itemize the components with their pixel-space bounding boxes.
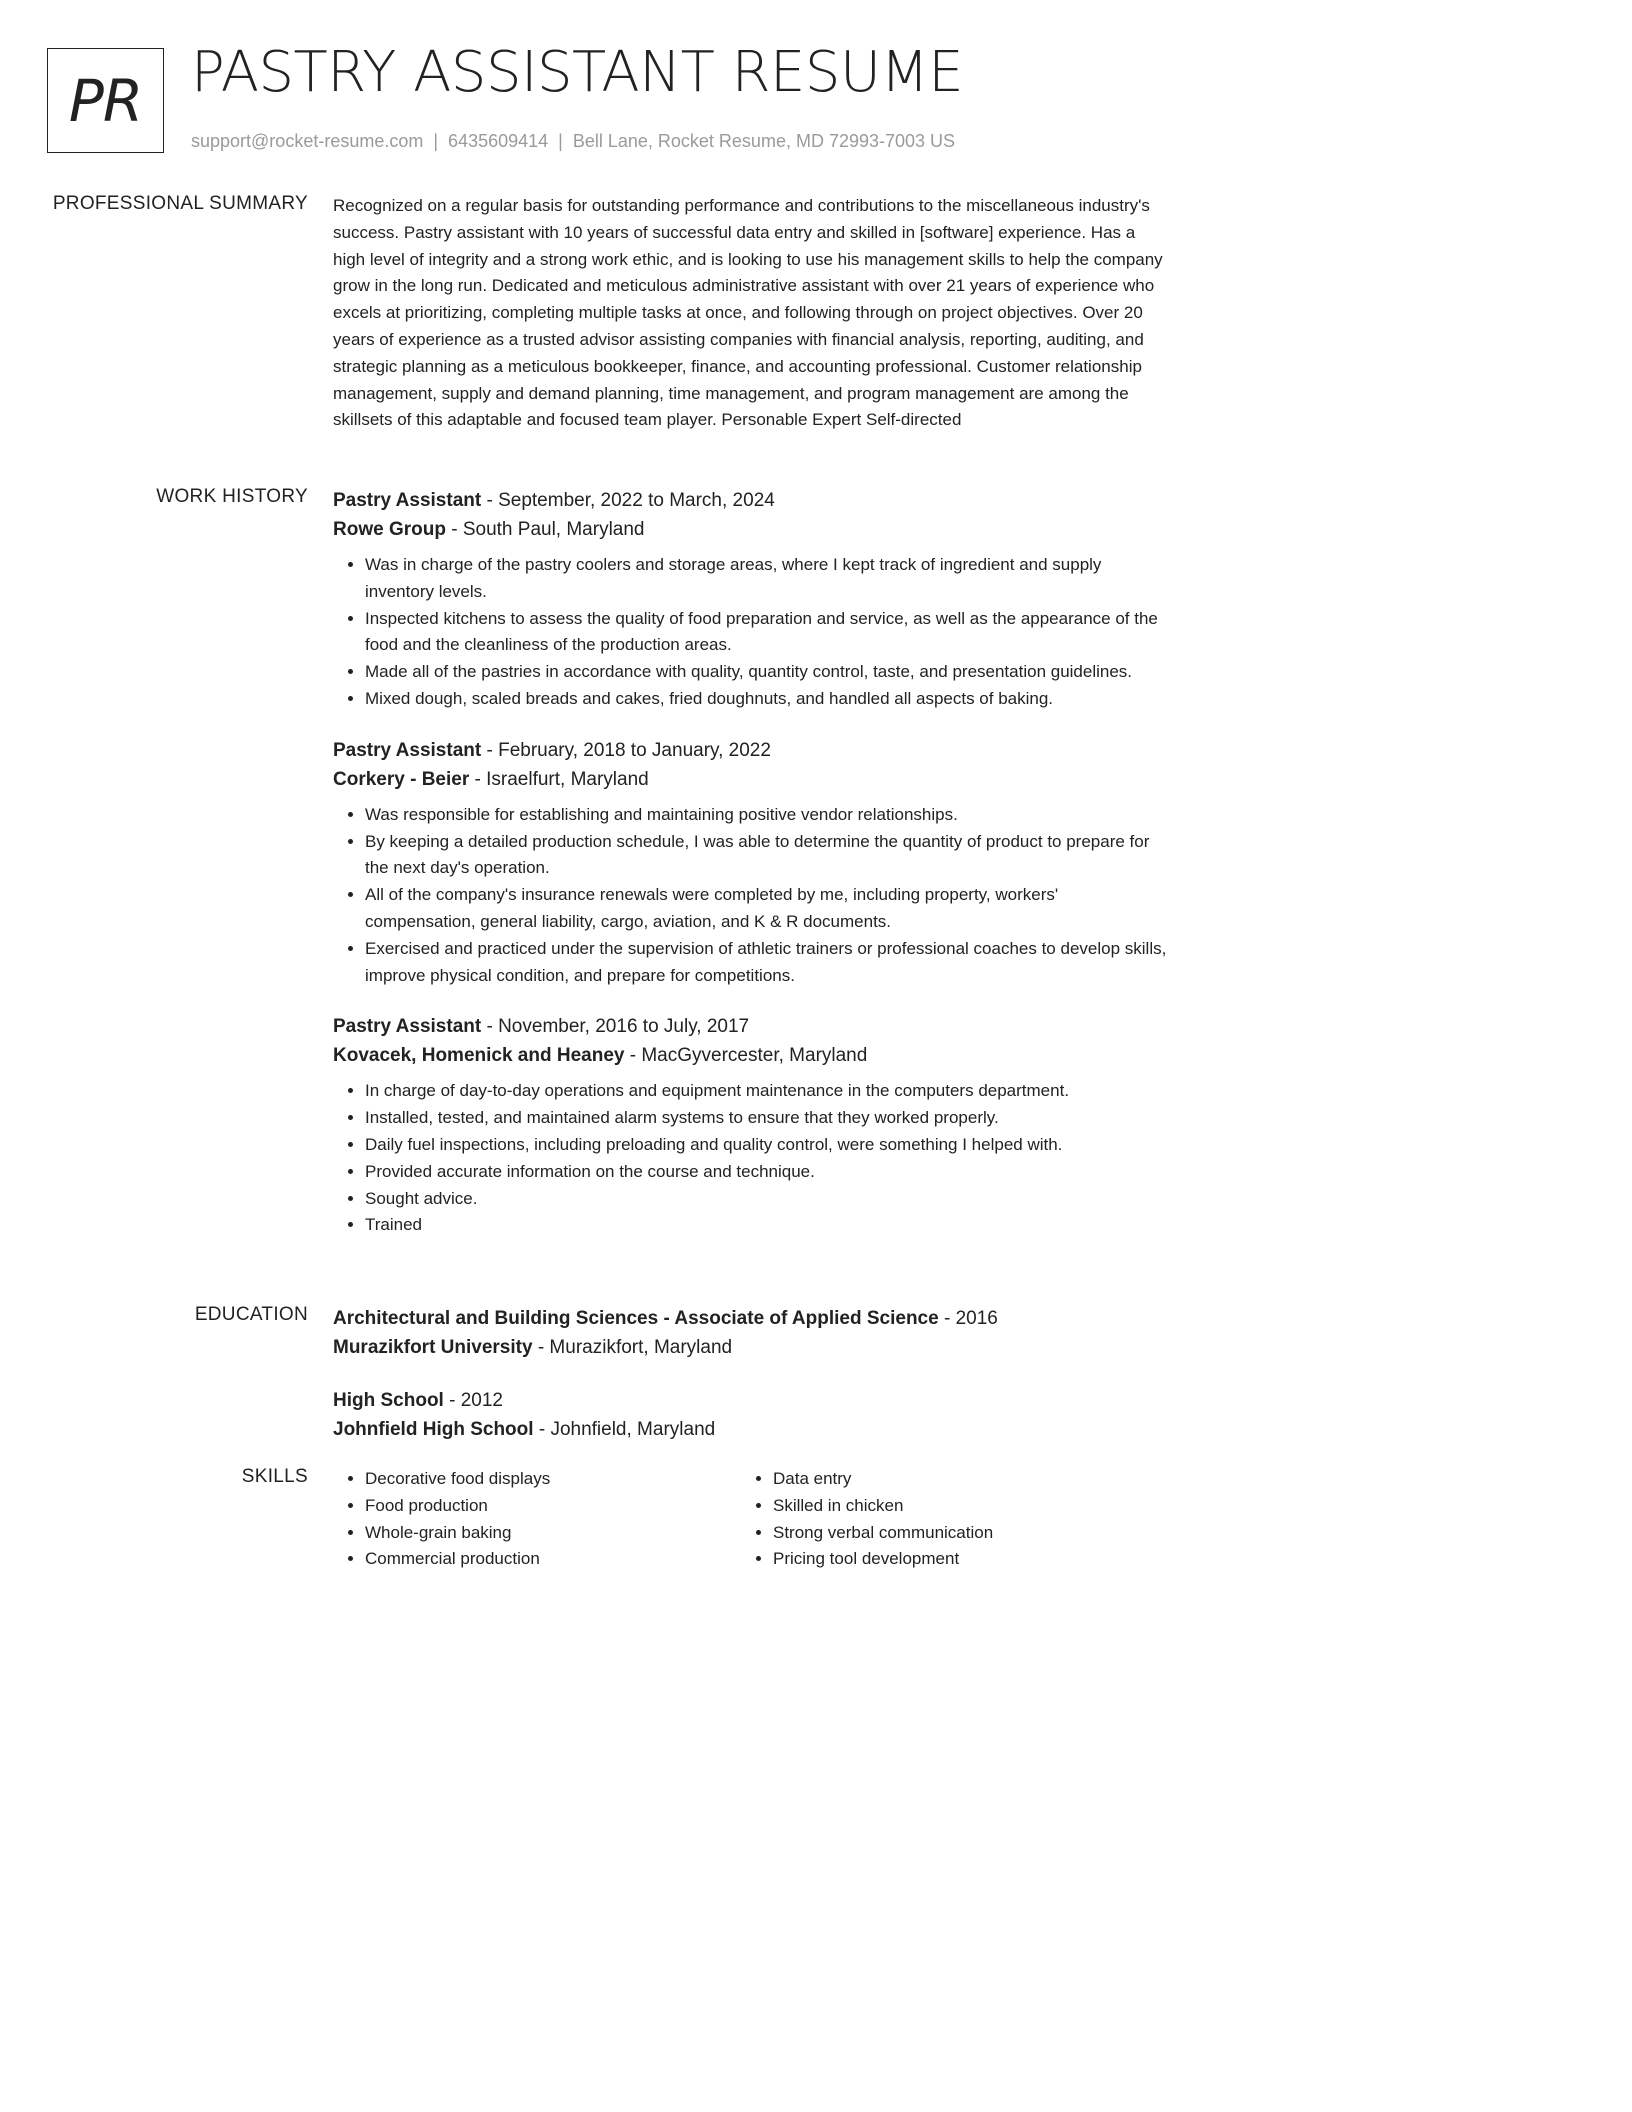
job-company: Kovacek, Homenick and Heaney: [333, 1045, 625, 1067]
list-item: • Provided accurate information on the course and technique.: [365, 1159, 1169, 1186]
list-item: • Installed, tested, and maintained alarm systems to ensure that they worked properly.: [365, 1105, 1169, 1132]
degree-line: [333, 1386, 1169, 1415]
contact-separator: |: [558, 131, 563, 151]
list-item: • All of the company's insurance renewals were completed by me, including property, workers' compensation, general liability, cargo, aviation, and K & R documents.: [365, 882, 1169, 936]
degree: Architectural and Building Sciences - Associate of Applied Science: [333, 1308, 939, 1329]
list-item: • Was responsible for establishing and maintaining positive vendor relationships.: [365, 802, 1169, 829]
section-label: EDUCATION: [194, 1304, 308, 1325]
job-location: - MacGyvercester, Maryland: [624, 1045, 868, 1067]
degree-year: - 2012: [443, 1390, 503, 1411]
job-title: Pastry Assistant: [333, 490, 482, 511]
job-dates: - September, 2022 to March, 2024: [481, 490, 775, 511]
job-title-line: [333, 486, 1169, 515]
list-item: • Daily fuel inspections, including preloading and quality control, were something I helped with.: [365, 1132, 1169, 1159]
list-item: • Exercised and practiced under the supervision of athletic trainers or professional coaches to develop skills, improve physical condition, and prepare for competitions.: [365, 936, 1169, 990]
job-location: - Israelfurt, Maryland: [469, 768, 649, 790]
list-item: • Trained: [365, 1212, 1169, 1239]
job-bullets: [333, 1078, 1169, 1239]
list-item: • Inspected kitchens to assess the quality of food preparation and service, as well as the appearance of the food and the cleanliness of the production areas.: [365, 606, 1169, 660]
education-entry: [333, 1386, 1169, 1444]
school: Johnfield High School: [333, 1419, 534, 1440]
contact-separator: |: [433, 131, 439, 151]
list-item: • Sought advice.: [365, 1186, 1169, 1213]
list-item: • Food production: [365, 1493, 741, 1520]
job-dates: - February, 2018 to January, 2022: [481, 739, 771, 761]
list-item: • Was in charge of the pastry coolers and storage areas, where I kept track of ingredient and supply inventory levels.: [365, 552, 1169, 606]
initials-monogram: [47, 48, 164, 153]
job-entry: [333, 486, 1169, 713]
job-company: Corkery - Beier: [333, 768, 470, 790]
list-item: • Whole-grain baking: [365, 1520, 741, 1547]
summary-text: Recognized on a regular basis for outstanding performance and contributions to the miscellaneous industry's success. Pastry assistant with 10 years of successful data entry and skilled in [software] experience. Has a high level of integrity and a strong work ethic, and is looking to use his management skills to help the company grow in the long run. Dedicated and meticulous administrative assistant with over 21 years of experience who excels at prioritizing, completing multiple tasks at once, and following through on project objectives. Over 20 years of experience as a trusted advisor assisting companies with financial analysis, reporting, auditing, and strategic planning as a meticulous bookkeeper, finance, and accounting professional. Customer relationship management, supply and demand planning, time management, and program management are among the skillsets of this adaptable and focused team player. Personable Expert Self-directed: [333, 196, 1163, 430]
job-bullets: [333, 802, 1169, 990]
job-company-line: [333, 1041, 1169, 1070]
contact-phone: 6435609414: [448, 131, 549, 151]
list-item: • By keeping a detailed production schedule, I was able to determine the quantity of product to prepare for the next day's operation.: [365, 829, 1169, 883]
list-item: • Made all of the pastries in accordance with quality, quantity control, taste, and presentation guidelines.: [365, 659, 1169, 686]
contact-email: support@rocket-resume.com: [191, 131, 424, 151]
job-title-line: [333, 736, 1169, 765]
list-item: • Commercial production: [365, 1546, 741, 1573]
skills-list-left: [333, 1466, 741, 1573]
list-item: • Skilled in chicken: [773, 1493, 1149, 1520]
job-title: Pastry Assistant: [333, 739, 482, 761]
school-location: - Murazikfort, Maryland: [532, 1337, 733, 1358]
job-company-line: [333, 515, 1169, 544]
section-label: WORK HISTORY: [156, 486, 308, 507]
contact-address: Bell Lane, Rocket Resume, MD 72993-7003 US: [572, 131, 956, 151]
job-bullets: [333, 552, 1169, 713]
degree-year: - 2016: [938, 1308, 998, 1329]
job-entry: [333, 736, 1169, 990]
list-item: • Mixed dough, scaled breads and cakes, fried doughnuts, and handled all aspects of baking.: [365, 686, 1169, 713]
list-item: • Data entry: [773, 1466, 1149, 1493]
job-title: Pastry Assistant: [333, 1016, 482, 1038]
degree-line: [333, 1304, 1169, 1333]
degree: High School: [333, 1390, 444, 1411]
section-label: PROFESSIONAL SUMMARY: [52, 193, 308, 214]
list-item: • Decorative food displays: [365, 1466, 741, 1493]
job-company: Rowe Group: [333, 519, 446, 540]
job-location: - South Paul, Maryland: [445, 519, 645, 540]
contact-line: [191, 131, 955, 152]
list-item: • Pricing tool development: [773, 1546, 1149, 1573]
section-label: SKILLS: [241, 1466, 308, 1487]
skills-columns: [333, 1466, 1169, 1573]
school-location: - Johnfield, Maryland: [533, 1419, 716, 1440]
job-entry: [333, 1012, 1169, 1239]
initials: PR: [68, 66, 143, 135]
job-title-line: [333, 1012, 1169, 1041]
school: Murazikfort University: [333, 1337, 533, 1358]
list-item: • Strong verbal communication: [773, 1520, 1149, 1547]
list-item: • In charge of day-to-day operations and equipment maintenance in the computers department.: [365, 1078, 1169, 1105]
school-line: [333, 1415, 1169, 1444]
skills-list-right: [741, 1466, 1149, 1573]
education-entry: [333, 1304, 1169, 1362]
resume-title: PASTRY ASSISTANT RESUME: [191, 40, 964, 105]
school-line: [333, 1333, 1169, 1362]
job-company-line: [333, 765, 1169, 794]
job-dates: - November, 2016 to July, 2017: [481, 1016, 750, 1038]
